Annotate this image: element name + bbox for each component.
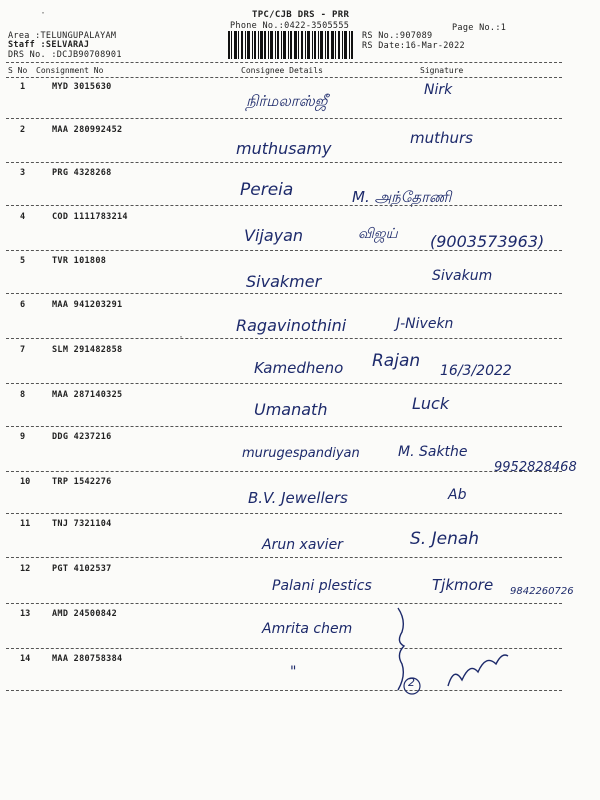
phone-note: 9952828468	[494, 460, 577, 475]
signature-handwriting: Ab	[448, 487, 467, 503]
divider	[6, 62, 562, 63]
divider	[6, 162, 562, 163]
signature-bracket	[380, 606, 520, 696]
divider	[6, 426, 562, 427]
consignment-number: TVR 101808	[52, 256, 107, 266]
signature-handwriting: Tjkmore	[432, 576, 494, 594]
consignee-handwriting: Palani plestics	[272, 578, 372, 594]
row-number: 3	[20, 168, 26, 178]
row-number: 14	[20, 654, 31, 664]
page-number: Page No.:1	[452, 23, 507, 33]
consignment-number: AMD 24500842	[52, 609, 118, 619]
signature-handwriting: muthurs	[410, 129, 473, 147]
consignment-number: SLM 291482858	[52, 345, 123, 355]
divider	[6, 118, 562, 119]
signature-handwriting: M. அந்தோணி	[352, 188, 452, 206]
scan-speck: ·	[178, 332, 185, 343]
signature-handwriting: Rajan	[372, 351, 421, 371]
signature-handwriting: S. Jenah	[410, 529, 480, 549]
rs-number: RS No.:907089	[362, 31, 433, 41]
divider	[6, 293, 562, 294]
row-number: 1	[20, 82, 26, 92]
row-number: 11	[20, 519, 31, 529]
col-sno: S No	[8, 66, 28, 75]
col-signature: Signature	[420, 66, 464, 75]
drs-number: DRS No. :DCJB90708901	[8, 50, 122, 60]
consignment-number: MAA 941203291	[52, 300, 123, 310]
consignee-handwriting: Arun xavier	[262, 537, 343, 553]
row-number: 13	[20, 609, 31, 619]
row-number: 10	[20, 477, 31, 487]
phone-note: 9842260726	[510, 586, 574, 597]
phone-number: Phone No.:0422-3505555	[230, 21, 350, 31]
consignee-handwriting: B.V. Jewellers	[248, 489, 348, 507]
consignment-number: MAA 280992452	[52, 125, 123, 135]
consignment-number: DDG 4237216	[52, 432, 112, 442]
consignee-handwriting: Vijayan	[244, 226, 304, 245]
area-label: Area :TELUNGUPALAYAM	[8, 31, 117, 41]
divider	[6, 250, 562, 251]
consignee-handwriting: Pereia	[240, 180, 294, 200]
circled-number: 2	[408, 676, 415, 689]
consignment-number: COD 1111783214	[52, 212, 128, 222]
divider	[6, 77, 562, 78]
consignment-number: MAA 287140325	[52, 390, 123, 400]
signature-handwriting: Luck	[412, 394, 450, 413]
consignee-handwriting: Ragavinothini	[236, 316, 347, 335]
col-consignee: Consignee Details	[241, 66, 323, 75]
signature-handwriting: J-Nivekn	[396, 316, 454, 332]
consignee-handwriting: Sivakmer	[246, 272, 322, 291]
row-number: 5	[20, 256, 26, 266]
consignee-handwriting: "	[290, 664, 297, 680]
consignee-handwriting: muthusamy	[236, 139, 332, 158]
consignment-number: TRP 1542276	[52, 477, 112, 487]
divider	[6, 338, 562, 339]
consignment-number: PRG 4328268	[52, 168, 112, 178]
signature-handwriting: M. Sakthe	[398, 444, 468, 460]
divider	[6, 513, 562, 514]
divider	[6, 471, 562, 472]
consignment-number: MYD 3015630	[52, 82, 112, 92]
divider	[6, 603, 562, 604]
consignment-number: MAA 280758384	[52, 654, 123, 664]
staff-label: Staff :SELVARAJ	[8, 40, 90, 50]
consignee-handwriting: நிர்மலாஸ்ஜீ	[246, 92, 328, 110]
divider	[6, 557, 562, 558]
col-consignment: Consignment No	[36, 66, 104, 75]
signature-handwriting: Nirk	[424, 82, 453, 98]
row-number: 12	[20, 564, 31, 574]
signature-handwriting: விஜய்	[358, 226, 398, 242]
row-number: 4	[20, 212, 26, 222]
divider	[6, 205, 562, 206]
row-number: 6	[20, 300, 26, 310]
phone-note: (9003573963)	[430, 232, 545, 251]
consignee-handwriting: Umanath	[254, 400, 328, 419]
consignee-handwriting: Amrita chem	[262, 621, 353, 637]
divider	[6, 383, 562, 384]
date-note: 16/3/2022	[440, 363, 512, 379]
row-number: 2	[20, 125, 26, 135]
row-number: 9	[20, 432, 26, 442]
consignee-handwriting: Kamedheno	[254, 359, 344, 377]
scan-speck: ·	[40, 8, 47, 19]
consignee-handwriting: murugespandiyan	[242, 446, 360, 461]
row-number: 8	[20, 390, 26, 400]
sheet-title: TPC/CJB DRS - PRR	[252, 10, 350, 20]
consignment-number: PGT 4102537	[52, 564, 112, 574]
barcode-image	[228, 31, 354, 59]
row-number: 7	[20, 345, 26, 355]
signature-handwriting: Sivakum	[432, 268, 493, 284]
consignment-number: TNJ 7321104	[52, 519, 112, 529]
rs-date: RS Date:16-Mar-2022	[362, 41, 465, 51]
